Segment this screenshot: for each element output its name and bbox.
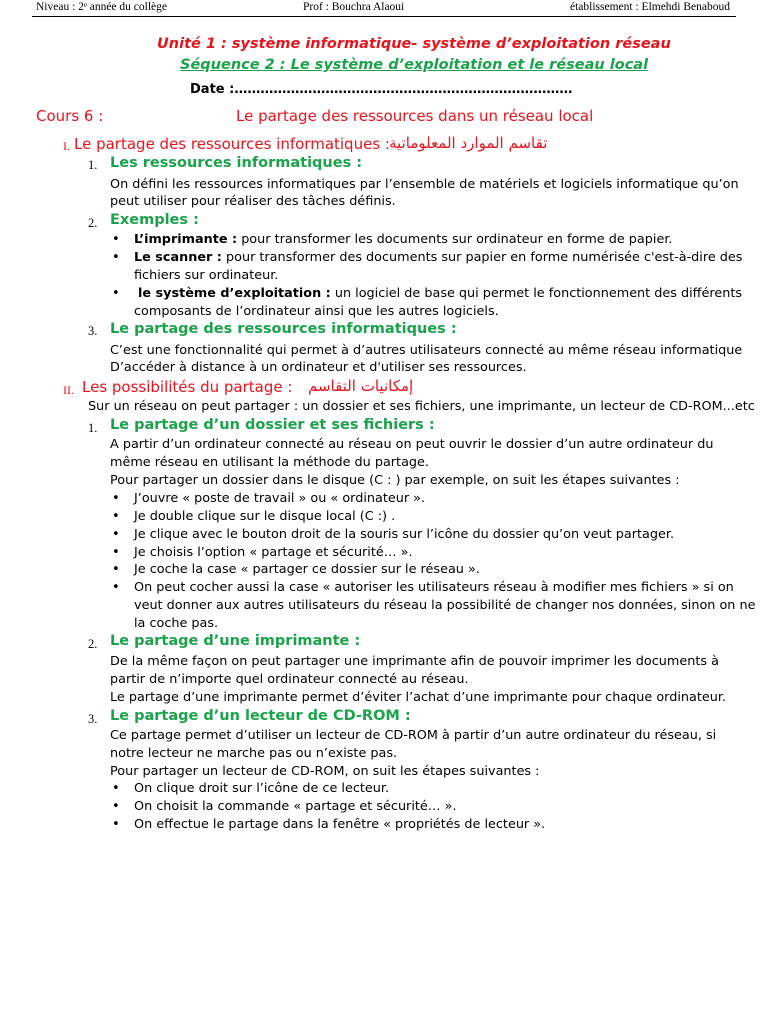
- bullet-icon: •: [112, 580, 120, 595]
- example-line: L’imprimante : pour transformer les documents sur ordinateur en forme de papier.: [134, 232, 673, 247]
- bullet-icon: •: [112, 491, 120, 506]
- paragraph-line: De la même façon on peut partager une imprimante afin de pouvoir imprimer les documents à: [110, 654, 719, 669]
- bullet-icon: •: [112, 545, 120, 560]
- bullet-icon: •: [112, 250, 120, 265]
- header-prof: Prof : Bouchra Alaoui: [303, 1, 405, 13]
- paragraph-line: partir de n’importe quel ordinateur connecté au réseau.: [110, 672, 469, 687]
- example-line: le système d’exploitation : un logiciel de base qui permet le fonctionnement des différents: [138, 286, 743, 301]
- paragraph-line: On défini les ressources informatiques par l’ensemble de matériels et logiciels informatique qu’on: [110, 177, 739, 192]
- bullet-icon: •: [112, 509, 120, 524]
- cours-label: Cours 6 :: [36, 107, 104, 125]
- subsection-title: Exemples :: [110, 212, 199, 228]
- step-line: veut donner aux autres utilisateurs du réseau la possibilité de changer nos données, sinon on ne: [134, 598, 756, 613]
- paragraph-line: même réseau en utilisant la méthode du partage.: [110, 455, 429, 470]
- paragraph-line: Ce partage permet d’utiliser un lecteur de CD-ROM à partir d’un autre ordinateur du réseau, si: [110, 728, 717, 743]
- paragraph-line: notre lecteur ne marche pas ou n’existe pas.: [110, 746, 398, 761]
- section2-intro: Sur un réseau on peut partager : un dossier et ses fichiers, une imprimante, un lecteur de CD-ROM...etc: [88, 399, 755, 414]
- bullet-icon: •: [112, 286, 120, 301]
- header-niveau: Niveau : 2ᵉ année du collège: [36, 1, 167, 13]
- subsection-title: Le partage d’un lecteur de CD-ROM :: [110, 708, 411, 724]
- step-line: On choisit la commande « partage et sécurité… ».: [134, 799, 457, 814]
- subsection-title: Les ressources informatiques :: [110, 155, 363, 171]
- section1-numeral: I.: [63, 139, 70, 153]
- item-number: 1.: [88, 158, 98, 172]
- section1-arabic: تقاسم الموارد المعلوماتية: [389, 134, 548, 152]
- header-divider: [32, 16, 736, 17]
- item-number: 1.: [88, 421, 98, 435]
- subsection-title: Le partage d’un dossier et ses fichiers :: [110, 417, 435, 433]
- paragraph-line: C’est une fonctionnalité qui permet à d’autres utilisateurs connecté au même réseau informatique: [110, 343, 743, 358]
- bullet-icon: •: [112, 232, 120, 247]
- step-line: Je double clique sur le disque local (C :) .: [134, 509, 396, 524]
- section2-arabic: إمكانيات التقاسم: [308, 377, 414, 395]
- unit-title: Unité 1 : système informatique- système d’exploitation réseau: [157, 36, 671, 52]
- cours-title: Le partage des ressources dans un réseau local: [236, 107, 594, 125]
- bullet-icon: •: [112, 527, 120, 542]
- paragraph-line: Le partage d’une imprimante permet d’éviter l’achat d’une imprimante pour chaque ordinateur.: [110, 690, 726, 705]
- paragraph-line: Pour partager un dossier dans le disque (C : ) par exemple, on suit les étapes suivantes :: [110, 473, 680, 488]
- sequence-title: Séquence 2 : Le système d’exploitation et le réseau local: [180, 57, 649, 73]
- bullet-icon: •: [112, 781, 120, 796]
- step-line: Je coche la case « partager ce dossier sur le réseau ».: [134, 562, 480, 577]
- item-number: 2.: [88, 637, 98, 651]
- item-number: 3.: [88, 324, 98, 338]
- step-line: J’ouvre « poste de travail » ou « ordinateur ».: [134, 491, 426, 506]
- bullet-icon: •: [112, 799, 120, 814]
- paragraph-line: Pour partager un lecteur de CD-ROM, on suit les étapes suivantes :: [110, 764, 540, 779]
- step-line: la coche pas.: [134, 616, 219, 631]
- item-number: 2.: [88, 216, 98, 230]
- bullet-icon: •: [112, 817, 120, 832]
- section1-title: Le partage des ressources informatiques :: [74, 135, 390, 153]
- header-etablissement: établissement : Elmehdi Benaboud: [570, 1, 731, 13]
- section2-title: Les possibilités du partage :: [82, 378, 293, 396]
- subsection-title: Le partage des ressources informatiques :: [110, 321, 457, 337]
- example-line: composants de l’ordinateur ainsi que les autres logiciels.: [134, 304, 499, 319]
- step-line: Je clique avec le bouton droit de la souris sur l’icône du dossier qu’on veut partager.: [134, 527, 675, 542]
- section2-numeral: II.: [63, 383, 74, 397]
- example-line: Le scanner : pour transformer des documents sur papier en forme numérisée c'est-à-dire des: [134, 250, 743, 265]
- paragraph-line: D’accéder à distance à un ordinateur et d'utiliser ses ressources.: [110, 360, 527, 375]
- paragraph-line: peut utiliser pour réaliser des tâches définis.: [110, 194, 396, 209]
- example-line: fichiers sur ordinateur.: [134, 268, 279, 283]
- bullet-icon: •: [112, 562, 120, 577]
- paragraph-line: A partir d’un ordinateur connecté au réseau on peut ouvrir le dossier d’un autre ordinateur du: [110, 437, 714, 452]
- date-line: Date :……………………………………………………………………: [190, 82, 573, 97]
- step-line: On peut cocher aussi la case « autoriser les utilisateurs réseau à modifier mes fichiers » si on: [134, 580, 734, 595]
- subsection-title: Le partage d’une imprimante :: [110, 633, 361, 649]
- step-line: Je choisis l’option « partage et sécurité… ».: [134, 545, 413, 560]
- step-line: On clique droit sur l’icône de ce lecteur.: [134, 781, 390, 796]
- step-line: On effectue le partage dans la fenêtre « propriétés de lecteur ».: [134, 817, 546, 832]
- item-number: 3.: [88, 712, 98, 726]
